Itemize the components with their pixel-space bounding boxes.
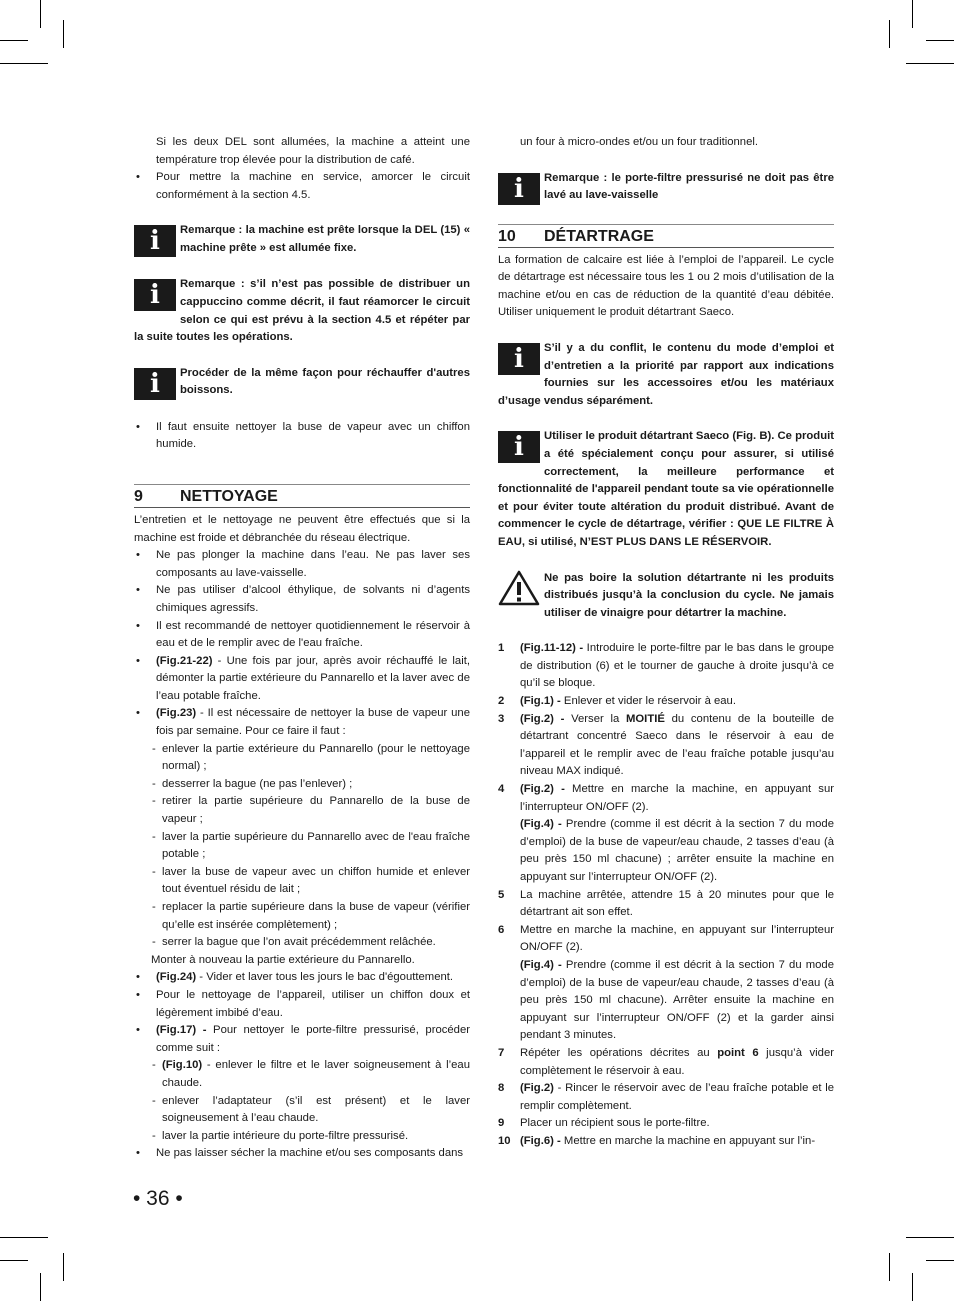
crop-mark [912, 0, 913, 28]
section-number: 9 [134, 487, 143, 505]
figure-ref: (Fig.6) - [520, 1134, 561, 1147]
figure-ref: (Fig.23) [156, 707, 197, 720]
left-column [134, 134, 470, 1163]
step-number: 5 [498, 888, 505, 901]
info-icon: i [134, 225, 176, 257]
figure-ref: (Fig.17) - [156, 1024, 207, 1037]
figure-ref: (Fig.1) - [520, 695, 561, 708]
crop-mark [926, 40, 954, 41]
note-text: Remarque : le porte-filtre pressurisé ne doit pas être lavé au lave-vaisselle [544, 171, 834, 202]
figure-ref: (Fig.2) - [520, 712, 565, 725]
info-note [498, 428, 834, 551]
dash-item: - laver la partie intérieure du porte-filtre pressurisé. [134, 1128, 470, 1146]
step-number: 1 [498, 642, 505, 655]
step-item: 5 La machine arrêtée, attendre 15 à 20 minutes pour que le détartrant ait son effet. [498, 888, 834, 919]
step-number: 8 [498, 1082, 505, 1095]
info-note [134, 276, 470, 346]
figure-ref: (Fig.24) [156, 971, 197, 984]
paragraph: L’entretien et le nettoyage ne peuvent être effectués que si la machine est froide et débranchée du réseau électrique. [134, 513, 470, 544]
info-icon: i [134, 279, 176, 311]
section-heading [134, 484, 470, 508]
crop-mark [912, 1273, 913, 1301]
bullet-item: • (Fig.17) - Pour nettoyer le porte-filtre pressurisé, procéder comme suit : [134, 1022, 470, 1057]
warning-text: Ne pas boire la solution détartrante ni les produits distribués jusqu’à la conclusion du cycle. Ne jamais utiliser de vinaigre pour détartrer la machine. [544, 571, 834, 619]
bullet-item: • Il faut ensuite nettoyer la buse de vapeur avec un chiffon humide. [134, 419, 470, 454]
info-note [134, 222, 470, 258]
dash-item: - enlever la partie extérieure du Pannarello (pour le nettoyage normal) ; [134, 741, 470, 776]
step-number: 4 [498, 783, 505, 796]
step-number: 6 [498, 923, 505, 936]
note-text: Procéder de la même façon pour réchauffer d'autres boissons. [180, 366, 470, 397]
bullet-item: • Ne pas laisser sécher la machine et/ou ses composants dans [134, 1145, 470, 1163]
step-number: 9 [498, 1117, 505, 1130]
crop-mark [0, 63, 48, 64]
section-number: 10 [498, 227, 516, 245]
section-title: DÉTARTRAGE [544, 227, 654, 245]
note-text: Utiliser le produit détartrant Saeco (Fig. B). Ce produit a été spécialement conçu pour assurer, si utilisé correctement, la meilleure performance et fonctionnalité de l'appareil pendant toute sa vie opérationnelle et pour éviter toute altération du produit distribué. Avant de commencer le cycle de détartrage, vérifier : QUE LE FILTRE À EAU, si utilisé, N’EST PLUS DANS LE RÉSERVOIR. [498, 430, 834, 548]
step-number: 3 [498, 712, 505, 725]
info-note [498, 170, 834, 206]
step-item: 9 Placer un récipient sous le porte-filtre. [498, 1115, 834, 1133]
dash-item: - enlever l’adaptateur (s’il est présent) et le laver soigneusement à l’eau chaude. [134, 1093, 470, 1128]
warning-note [498, 570, 834, 623]
page-number: • 36 • [133, 1187, 183, 1210]
step-item: 8 (Fig.2) - Rincer le réservoir avec de l’eau fraîche potable et le remplir complètement. [498, 1082, 834, 1112]
figure-ref: (Fig.10) [162, 1059, 203, 1072]
warning-icon [498, 570, 540, 606]
step-number: 7 [498, 1046, 505, 1059]
bullet-item: • Ne pas utiliser d’alcool éthylique, de solvants ni d’agents chimiques agressifs. [134, 582, 470, 617]
crop-mark [63, 1253, 64, 1281]
info-icon: i [498, 343, 540, 375]
step-number: 10 [498, 1134, 511, 1147]
dash-item: - replacer la partie supérieure dans la buse de vapeur (vérifier qu’elle est insérée complètement) ; [134, 899, 470, 934]
note-text: Remarque : s’il n’est pas possible de distribuer un cappuccino comme décrit, il faut réamorcer le circuit selon ce qui est prévu à la section 4.5 et répéter par la suite toutes les opérations. [134, 278, 470, 344]
step-item: 3 (Fig.2) - Verser la MOITIÉ du contenu de la bouteille de détartrant concentré Saeco dans le réservoir à eau de l’appareil et le remplir avec de l’eau fraîche potable jusqu’au niveau MAX indiqué. [498, 712, 834, 778]
note-text: S’il y a du conflit, le contenu du mode d’emploi et d’entretien a la priorité par rapport aux indications fournies sur les accessoires et/ou les matériaux d’usage vendus séparément. [498, 341, 834, 407]
crop-mark [889, 20, 890, 48]
step-item: 7 Répéter les opérations décrites au point 6 jusqu’à vider complètement le réservoir à eau. [498, 1046, 835, 1077]
figure-ref: (Fig.4) - [520, 818, 562, 831]
crop-mark [0, 40, 28, 41]
step-item: 1 (Fig.11-12) - Introduire le porte-filtre par le bas dans le groupe de distribution (6) et le tourner de gauche à droite jusqu’à ce qu’il se bloque. [498, 642, 834, 690]
info-icon: i [498, 431, 540, 463]
figure-ref: (Fig.11-12) - [520, 642, 584, 655]
dash-item: - (Fig.10) - enlever le filtre et le laver soigneusement à l’eau chaude. [134, 1057, 470, 1092]
info-note [134, 365, 470, 401]
step-number: 2 [498, 695, 505, 708]
section-title: NETTOYAGE [180, 487, 278, 505]
dash-item: - laver la buse de vapeur avec un chiffon humide et enlever tout éventuel résidu de lait ; [134, 864, 470, 899]
crop-mark [0, 1260, 28, 1261]
info-note [498, 340, 834, 410]
dash-item: - serrer la bague que l’on avait précédemment relâchée. [134, 934, 470, 952]
dash-item: - retirer la partie supérieure du Pannarello de la buse de vapeur ; [134, 793, 470, 828]
bullet-item: • (Fig.23) - Il est nécessaire de nettoyer la buse de vapeur une fois par semaine. Pour ce faire il faut : [134, 705, 470, 740]
crop-mark [40, 0, 41, 28]
bullet-item: • (Fig.21-22) - Une fois par jour, après avoir réchauffé le lait, démonter la partie extérieure du Pannarello et la laver avec de l’eau potable fraîche. [134, 653, 470, 706]
crop-mark [926, 1260, 954, 1261]
bullet-item: • Il est recommandé de nettoyer quotidiennement le réservoir à eau et de le remplir avec de l'eau fraîche. [134, 618, 470, 653]
section-heading [498, 224, 834, 248]
info-icon: i [498, 173, 540, 205]
note-text: Remarque : la machine est prête lorsque la DEL (15) « machine prête » est allumée fixe. [180, 224, 470, 254]
paragraph: Si les deux DEL sont allumées, la machine a atteint une température trop élevée pour la distribution de café. [156, 136, 470, 166]
paragraph: Monter à nouveau la partie extérieure du Pannarello. [151, 953, 415, 966]
figure-ref: (Fig.2) [520, 1082, 554, 1095]
crop-mark [40, 1273, 41, 1301]
step-item: 2 (Fig.1) - Enlever et vider le réservoir à eau. [498, 693, 834, 711]
figure-ref: (Fig.2) - [520, 783, 565, 796]
crop-mark [63, 20, 64, 48]
figure-ref: (Fig.21-22) [156, 654, 213, 667]
bullet-item: • Ne pas plonger la machine dans l’eau. Ne pas laver ses composants au lave-vaisselle. [134, 547, 470, 582]
dash-item: - laver la partie supérieure du Pannarello avec de l'eau fraîche potable ; [134, 829, 470, 864]
crop-mark [906, 1237, 954, 1238]
figure-ref: (Fig.4) - [520, 958, 562, 971]
step-item: 6 Mettre en marche la machine, en appuyant sur l’interrupteur ON/OFF (2). (Fig.4) - Prendre (comme il est décrit à la section 7 du mode d’emploi) de la buse de vapeur/eau chaude, 2 tasses d’eau (à peu près 150 ml chacune). Arrêter ensuite la machine en appuyant sur l’interrupteur ON/OFF (2) et la garder ainsi pendant 3 minutes. [498, 923, 834, 1042]
bullet-item: • Pour mettre la machine en service, amorcer le circuit conformément à la section 4.5. [134, 169, 470, 204]
crop-mark [906, 63, 954, 64]
paragraph: La formation de calcaire est liée à l’emploi de l’appareil. Le cycle de détartrage est nécessaire tous les 1 ou 2 mois d’utilisation de la machine et/ou en cas de réduction de la quantité d’eau débitée. Utiliser uniquement le produit détartrant Saeco. [498, 253, 834, 319]
paragraph: un four à micro-ondes et/ou un four traditionnel. [520, 136, 759, 148]
crop-mark [0, 1237, 48, 1238]
dash-item: - desserrer la bague (ne pas l’enlever) ; [134, 776, 470, 794]
step-item: 10 (Fig.6) - Mettre en marche la machine en appuyant sur l’in- [498, 1133, 834, 1151]
bullet-item: • Pour le nettoyage de l’appareil, utiliser un chiffon doux et légèrement imbibé d’eau. [134, 987, 470, 1022]
step-item: 4 (Fig.2) - Mettre en marche la machine, en appuyant sur l’interrupteur ON/OFF (2). (Fig.4) - Prendre (comme il est décrit à la section 7 du mode d’emploi) de la buse de vapeur/eau chaude, 2 tasses d’eau (à peu près 150 ml chacune) ; arrêter ensuite la machine en appuyant sur l’interrupteur ON/OFF (2). [498, 783, 834, 883]
right-column [498, 134, 834, 1151]
bullet-item: • (Fig.24) - Vider et laver tous les jours le bac d'égouttement. [134, 969, 470, 987]
info-icon: i [134, 368, 176, 400]
crop-mark [889, 1253, 890, 1281]
